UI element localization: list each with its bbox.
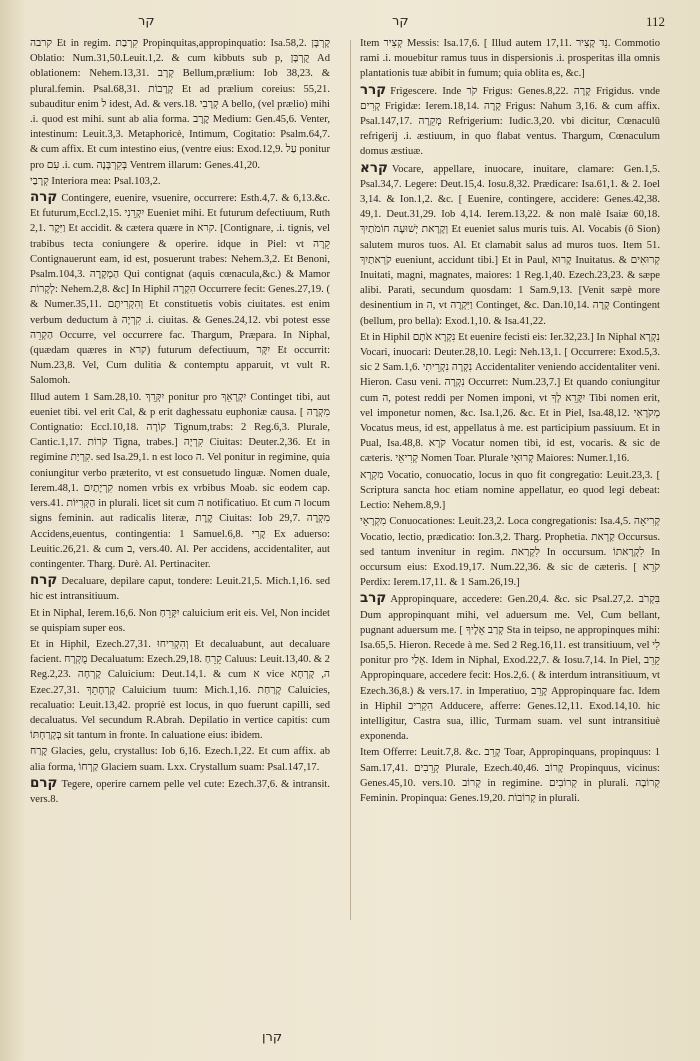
dictionary-entry xyxy=(30,744,330,774)
entry-text: Et in Hiphil נִקְרָא אֹתָם Et euenire fecisti eis: Ier.32,23.] In Niphal נִקְרָא Vocari, inuocari: Deuter.28,10. Legi: Neh.13,1. [ Occurrere: Exod.5,3. sic 2 Sam.1,6. נִקְרָה נִקְרֵיתִי Accidentaliter veniendo accidentaliter veni. Hieron. Casu veni. נִקְרָה Occurret: Num.23,7.] Et quando coniungitur cum ה, potest reddi per Nomen imponi, vt יִקָּרֵא לְךָ Tibi nomen erit, vel imponetur nomen, &c. Isa.1,26. &c. Et in Piel, Isa.48,12. מְקֹרָאִי Vocatus meus, id est, appellatus à me. est participium passiuum. Et in Pual, Isa.48,8. קֹרָא Vocatur nomen tibi, id est, vocaris. & sic de cæteris. קְרִיאֵי Nomen Toar. Plurale קְרוּאֵי Maiores: Numer.1,16. xyxy=(360,331,660,465)
dictionary-entry xyxy=(360,83,660,160)
dictionary-entry xyxy=(30,36,330,173)
entry-text: Item קְצִיר Messis: Isa.17,6. [ Illud autem 17,11. נֵד קָצִיר. Commotio rami .i. mouebitur ramus tuus in dispersionis .i. prosperitas illa omnis plantationis tuæ abibit in fumum; quia oblita es, &c.] xyxy=(360,38,661,80)
catchword: קרן xyxy=(262,1030,283,1045)
entry-text: Contingere, euenire, vsuenire, occurrere: Esth.4,7. & 6,13.&c. Et futurum,Eccl.2,15. יִקְרֵנִי Eueniet mihi. Et futurum defectiuum, Ruth 2,1. וַיִּקֶר Et accidit. & cætera quære in קרא. [Contignare, .i. tignis, vel trabibus tecta coniungere & operire. idque in Piel: vt קֵרָה Contignauerunt eam, id est, posuerunt trabes: Nehem.3,2. Et Benoni, Psalm.104,3. הַמְקָרֶה Qui contignat (aquis cœnacula,&c.) & Mamor לְקָרוֹת: Nehem.2,8. &c] In Hiphil הִקְרָה Occurrere fecit: Genes.27,19. ( & Numer.35,11. וְהִקְרִיתֶם Et constituetis vobis ciuitates. est enim verbum deductum à קִרְיָה .i. ciuitas. & Genes.24,12. vbi potest esse הַקְרֵה Occurre, vel occurrere fac. Thargum, Præpara. In Niphal, (quædam quæres in קרא) futurum defectiuum, יִקָּר Et occurrit: Num.23,8. Vel, Cum dulitia & contemptu apparuit, vt vult R. Salomoh. xyxy=(30,193,331,387)
entry-headword: קרר xyxy=(360,81,387,98)
entry-headword: קרם xyxy=(30,774,58,791)
dictionary-entry xyxy=(30,637,330,743)
entry-text: מִקְרָאֵי Conuocationes: Leuit.23,2. Loca congregationis: Isa.4,5. קְרִיאָה Vocatio, lectio, prædicatio: Ion.3,2. Tharg. Prophetia. קַרְאת Occursus. sed tantum invenitur in regim. לִקְרַאת In occursum. לִקְרָאתוֹ In occursum eius: Exod.19,17. Num.22,36. & sic de cæteris. [ קֹרֵא Perdix: Ierem.17,11. & 1 Sam.26,19.] xyxy=(360,516,660,589)
dictionary-entry xyxy=(30,174,330,189)
entry-text: קֶרַח Glacies, gelu, crystallus: Iob 6,16. Ezech.1,22. Et cum affix. ab alia forma, קַרְחוֹ Glaciem suam. Lxx. Crystallum suam: Psal.147,17. xyxy=(30,746,330,773)
dictionary-entry xyxy=(360,745,660,806)
entry-text: Et in Hiphil, Ezech.27,31. וְהִקְרִיחוּ Et decaluabunt, aut decaluare facient. מֻקְרָח Decaluatum: Ezech.29,18. קֵרֵחַ Caluus: Leuit.13,40. & 2 Reg.2,23. קָרְחָה Caluicium: Deut.14,1. & cum א vice ה, קָרְחָא Ezec.27,31. קָרְחָתֵךְ Caluicium tuum: Mich.1,16. קָרַחַת Caluicies, recaluatio: Leuit.13,42. propriè est locus, in quo fuerunt capilli, sed decaluatus. Vel secundum R.Abrah. Depilatio in vertice capitis: cum בְּקָרַחְתּוֹ sit tantum in fronte. In caluatione eius: ibidem. xyxy=(30,638,330,742)
entry-text: Tegere, operire carnem pelle vel cute: Ezech.37,6. & intransit. vers.8. xyxy=(30,778,330,805)
entry-text: Illud autem 1 Sam.28,10. יִקְּרֵךְ ponitur pro יִקְרָאֵךְ Continget tibi, aut eueniet tibi. vel erit Cal, & p erit daghessatu euphoniæ causa. [ מִקְרֶה Contignatio: Eccl.10,18. קוֹרָה Tignum,trabs: 2 Reg.6,3. Plurale, Cantic.1,17. קֹרוֹת Tigna, trabes.] קִרְיָה Ciuitas: Deuter.2,36. Et in regimine קִרְיַת. sed Isa.29,1. n est loco ה. Vel ponitur in regimine, quia coniungitur verbo præterito, vt est consuetudo linguæ. Nomen duale, Ierem.48,1. קִרְיָתַיִם nomen vrbis ex vrbibus Moab. sic eodem cap. vers.41. הַקְּרִיּוֹת in plurali. licet sit cum ה notificatiuo. Et cum ה locum signs feminin. aut radicalis literæ, קֶרֶת Ciuitas: Iob 29,7. מִקְרֶה Accidens,euentus, contingentia: 1 Samuel.6,8. קֶרִי Ex aduerso: Leuitic.26,21. & cum ב, vers.40. Al. Per accidens, accidentaliter, aut contingenter. Tharg. Durè. Al. Pertinaciter. xyxy=(30,391,331,570)
entry-text: Vocare, appellare, inuocare, inuitare, clamare: Gen.1,5. Psal.34,7. Legere: Deut.15,4. Iosu.8,32. Prædicare: Isa.61,1. & 2. Ioel 3,14. & Ion.1,2. &c. [ Euenire, contingere, accidere: Genes.42,38. 49,1. Deut.31,29. Iob 4,14. Ierem.13,22. & non malè Isaiæ 60,18. וְקָרָאת יְשׁוּעָה חוֹמֹתַיִךְ Et eueniet salus muris tuis. Al. Vocabis (ô Sion) salutem muros tuos. Al. Et clamabit salus ad muros tuos. Item 51. קֹרְאתַיִךְ eueniunt, accidunt tibi.] Et in Paul, קָרוּא Inuitatus. & קְרוּאִים Inuitati, magni, magnates, maiores: 1 Reg.1,40. Ezech.23,23. & sæpe alibi. Parati, secundum quosdam: 1 Sam.9,13. [Venit sæpè more desinentium in ה, vt וַיִּקְרֶה Continget, &c. Dan.10,14. קָרָה Contingent (bellum, pro bella): Exod.1,10. & Isa.41,22. xyxy=(360,163,661,327)
entry-text: Frigescere. Inde קֹר Frigus: Genes.8,22. קָרָה Frigidus. vnde קָרִים Frigidæ: Ierem.18,14. קָרָה Frigus: Nahum 3,16. & cum affix. Psal.147,17. מְקֵרָה Refrigerium: Iudic.3,20. vbi dicitur, Cœnaculū refrigerij .i. æstiuum, in quo flabat ventus. Thargum, Cœnaculum domus æstiuæ. xyxy=(360,85,660,158)
entry-text: Appropinquare, accedere: Gen.20,4. &c. sic Psal.27,2. בִּקְרֹב Dum appropinquant mihi, vel aduersum me. Vel, Cum bellant, pugnant aduersum me. [ קְרַב אֵלֶיךָ Sta in teipso, ne appropinques mihi: Isa.65,5. Hieron. Recede à me. Sed 2 Reg.16,11. est transitiuum, vel לִי ponitur pro אֵלַי. Idem in Niphal, Exod.22,7. & Iosu.7,14. In Piel, קֵרֵב Appropinquare, accedere fecit: Hos.2,6. ( & interdum intransitiuum, vt Ezech.36,8.) & vers.17. in Imperatiuo, קָרֵב Appropinquare fac. Idem in Hiphil הִקְרִיב Adducere, afferre: Genes.12,11. Exod.14,10. hic intelligitur, Castra sua, illic, Turmam suam. vel sunt intransitiuè exponenda. xyxy=(360,594,660,743)
entry-headword: קרה xyxy=(30,189,58,206)
dictionary-entry xyxy=(30,390,330,572)
left-column xyxy=(30,36,330,808)
running-head-left: קר xyxy=(138,14,155,29)
dictionary-entry xyxy=(360,514,660,590)
right-column xyxy=(360,36,660,807)
entry-text: Item Offerre: Leuit.7,8. &c. קָרֵב Toar, Appropinquans, propinquus: 1 Sam.17,41. קְרֵבִים Plurale, Ezech.40,46. קָרוֹב Propinquus, vicinus: Genes.45,10. vers.10. קְרוֹב in regimine. קְרוֹבִים in plurali. קְרוֹבָה Feminin. Propinqua: Genes.19,20. קְרוֹבוֹת in plurali. xyxy=(360,747,660,804)
dictionary-entry xyxy=(360,161,660,329)
entry-headword: קרח xyxy=(30,572,58,589)
entry-text: קרבה Et in regim. קִרְבַת Propinquitas,appropinquatio: Isa.58,2. קָרְבָּן Oblatio: Num.31,50.Leuit.1,2. & cum kibbuts sub p, קֻרְבָּן Ad oblationem: Nehem.13,31. קְרָב Bellum,prælium: Iob 38,23. & plural.femin. Psal.68,31. קְרָבוֹת Et ad prælium coreius: 55,21. subauditur enim ל idest, Ad. & vers.18. קְרָבִי A bello, (vel prælio) mihi .i. quod est mihi. sunt ab alia forma. קֶרֶב Medium: Gen.45,6. Venter, intestinum: Leuit.3,3. Metaphoricè, Intimum, Cogitatio: Psalm.64,7. & cum affix. Et cum intestino eius, (ventre eius: Exod.12,9. עַל ponitur pro עִם .i. cum. בְּקִרְבָּנָה Ventrem illarum: Genes.41,20. xyxy=(30,38,331,171)
dictionary-entry xyxy=(30,606,330,636)
page-header xyxy=(0,14,700,34)
column-divider xyxy=(350,40,351,920)
dictionary-entry xyxy=(360,591,660,744)
dictionary-entry xyxy=(30,573,330,604)
entry-text: Et in Niphal, Ierem.16,6. Non יִקָּרֵחַ caluicium erit eis. Vel, Non incidet se quispiam super eos. xyxy=(30,607,331,634)
entry-text: קְרָבַי Interiora mea: Psal.103,2. xyxy=(30,175,161,187)
dictionary-entry xyxy=(360,468,660,514)
entry-text: Decaluare, depilare caput, tondere: Leuit.21,5. Mich.1,16. sed hic est intransitiuum. xyxy=(30,576,330,603)
page-number: 112 xyxy=(646,14,666,29)
dictionary-entry xyxy=(30,190,330,389)
entry-headword: קרב xyxy=(360,590,387,607)
running-head-right: קר xyxy=(392,14,409,29)
entry-headword: קרא xyxy=(360,159,388,176)
dictionary-entry xyxy=(360,330,660,467)
dictionary-entry xyxy=(360,36,660,82)
dictionary-entry xyxy=(30,776,330,807)
entry-text: מִקְרָא Vocatio, conuocatio, locus in quo fit congregatio: Leuit.23,3. [ Scriptura sancta hoc etiam nomine appellatur, eo quod legi debeat: Lectio: Nehem.8,9.] xyxy=(360,469,660,512)
